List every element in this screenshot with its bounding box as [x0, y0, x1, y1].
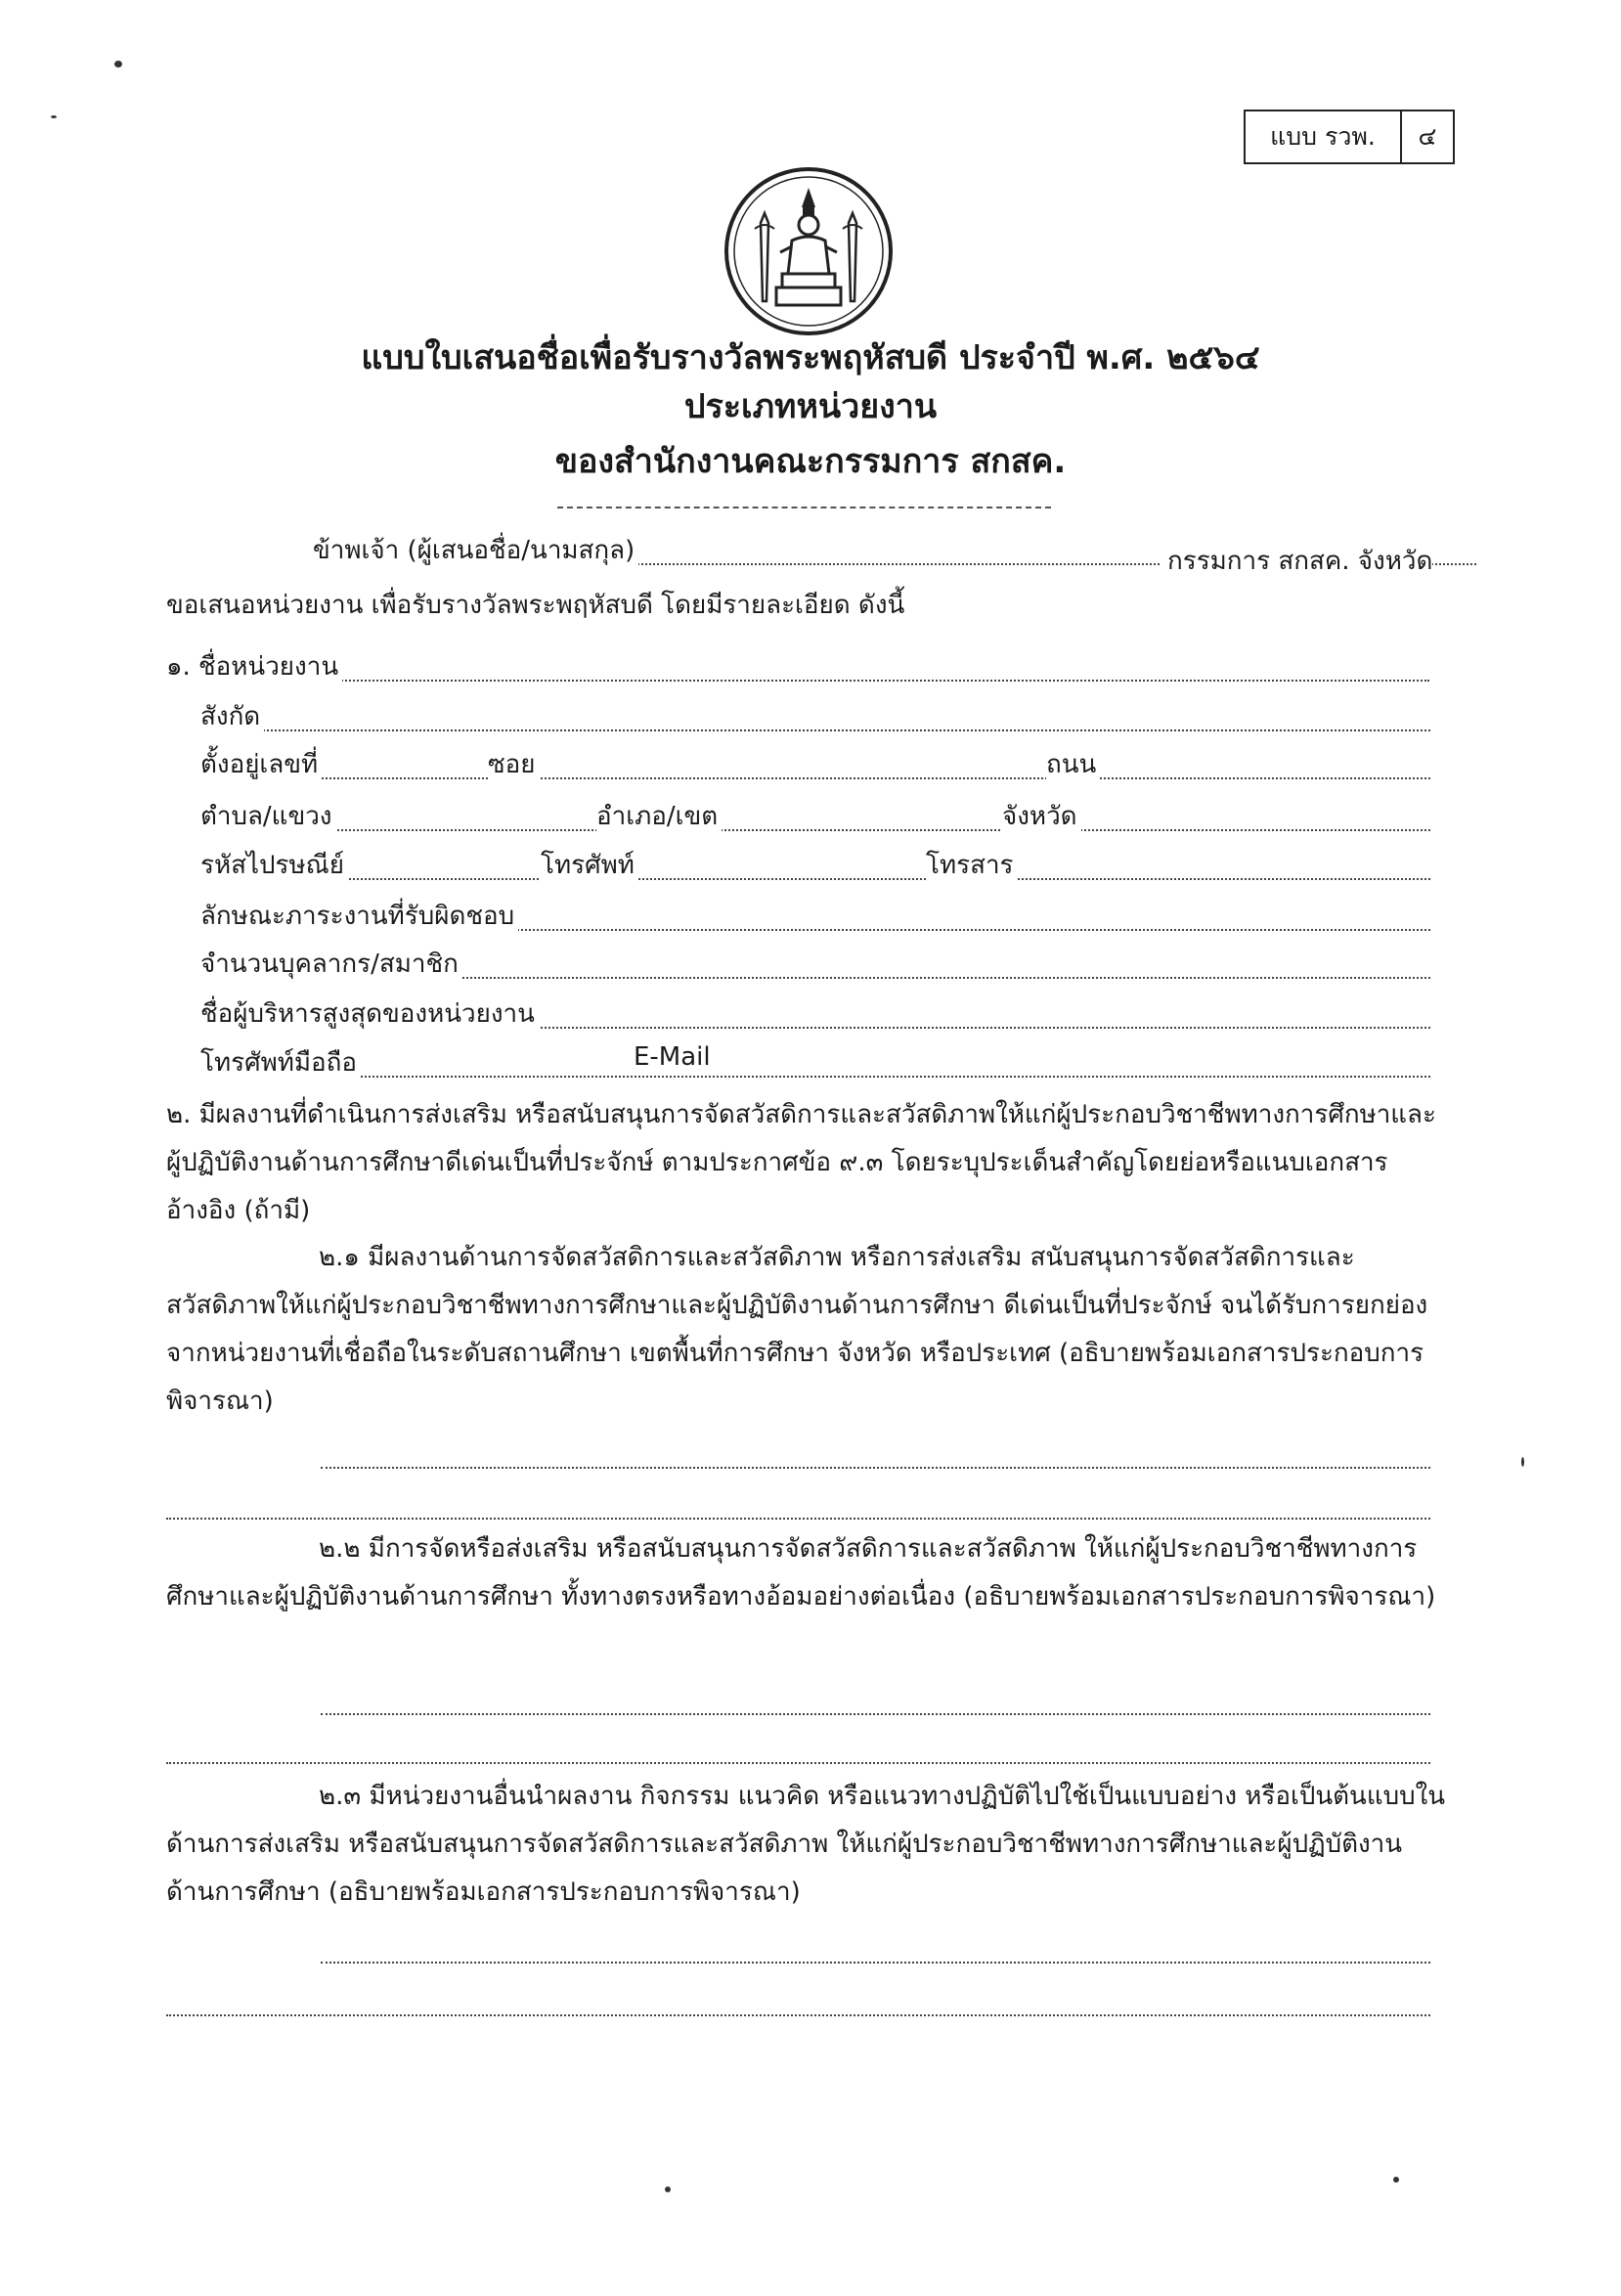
scan-speck	[114, 61, 122, 67]
email-label: E-Mail	[634, 1042, 715, 1072]
scan-speck	[51, 115, 57, 118]
form-code-box	[1244, 110, 1455, 164]
subdistrict-label: ตำบล/แขวง	[200, 796, 336, 836]
section2-item3: ๒.๓ มีหน่วยงานอื่นนำผลงาน กิจกรรม แนวคิด หรือแนวทางปฏิบัติไปใช้เป็นแบบอย่าง หรือเป็นต้นแบบในด้านการส่งเสริม หรือสนับสนุนการจัดสวัสดิการและสวัสดิภาพ ให้แก่ผู้ประกอบวิชาชีพทางการศึกษาและผู้ปฏิบัติงานด้านการศึกษา (อธิบายพร้อมเอกสารประกอบการพิจารณา)	[166, 1782, 1446, 1907]
duties-label: ลักษณะภาระงานที่รับผิดชอบ	[200, 896, 518, 936]
document-subtitle-type: ประเภทหน่วยงาน	[683, 387, 938, 426]
form-code-label: แบบ รวพ.	[1246, 111, 1402, 162]
section2-item1: ๒.๑ มีผลงานด้านการจัดสวัสดิการและสวัสดิภาพ หรือการส่งเสริม สนับสนุนการจัดสวัสดิการและสวัสดิภาพให้แก่ผู้ประกอบวิชาชีพทางการศึกษาและผู้ปฏิบัติงานด้านการศึกษา ดีเด่นเป็นที่ประจักษ์ จนได้รับการยกย่อง จากหน่วยงานที่เชื่อถือในระดับสถานศึกษา เขตพื้นที่การศึกษา จังหวัด หรือประเทศ (อธิบายพร้อมเอกสารประกอบการพิจารณา)	[166, 1243, 1428, 1416]
scan-speck	[665, 2186, 671, 2192]
affiliation-field[interactable]	[200, 702, 1430, 731]
affiliation-label: สังกัด	[200, 696, 264, 736]
address-no-label: ตั้งอยู่เลขที่	[200, 744, 322, 784]
form-code-number: ๔	[1418, 122, 1437, 151]
intro-statement: ขอเสนอหน่วยงาน เพื่อรับรางวัลพระพฤหัสบดี โดยมีรายละเอียด ดังนี้	[166, 591, 905, 620]
item2-answer-line2[interactable]	[166, 1762, 1430, 1764]
contact-row[interactable]	[200, 851, 1430, 880]
staff-count-label: จำนวนบุคลากร/สมาชิก	[200, 944, 462, 984]
duties-field[interactable]	[200, 902, 1430, 931]
mobile-label: โทรศัพท์มือถือ	[200, 1042, 361, 1082]
unit-name-field[interactable]	[166, 652, 1429, 682]
royal-seal-icon	[722, 164, 896, 338]
item2-answer-line1[interactable]	[321, 1713, 1430, 1715]
address-row[interactable]	[200, 750, 1430, 779]
fax-label: โทรสาร	[926, 845, 1018, 885]
staff-count-field[interactable]	[200, 949, 1430, 979]
executive-field[interactable]	[200, 999, 1430, 1029]
province-label: จังหวัด	[1002, 796, 1081, 836]
nominator-committee-label: กรรมการ สกสค. จังหวัด	[1161, 541, 1432, 581]
scan-speck	[1393, 2177, 1399, 2183]
unit-name-label: ๑. ชื่อหน่วยงาน	[166, 646, 342, 686]
item1-answer-line1[interactable]	[321, 1467, 1430, 1469]
item3-answer-line1[interactable]	[321, 1962, 1430, 1964]
title-divider	[557, 507, 1051, 508]
nominator-name-label: ข้าพเจ้า (ผู้เสนอชื่อ/นามสกุล)	[313, 530, 638, 570]
section2-item2: ๒.๒ มีการจัดหรือส่งเสริม หรือสนับสนุนการจัดสวัสดิการและสวัสดิภาพ ให้แก่ผู้ประกอบวิชาชีพทางการศึกษาและผู้ปฏิบัติงานด้านการศึกษา ทั้งทางตรงหรือทางอ้อมอย่างต่อเนื่อง (อธิบายพร้อมเอกสารประกอบการพิจารณา)	[166, 1534, 1436, 1612]
road-label: ถนน	[1046, 744, 1100, 784]
postcode-label: รหัสไปรษณีย์	[200, 845, 348, 885]
executive-label: ชื่อผู้บริหารสูงสุดของหน่วยงาน	[200, 993, 539, 1034]
item1-answer-line2[interactable]	[166, 1518, 1430, 1520]
district-label: อำเภอ/เขต	[596, 796, 722, 836]
soi-label: ซอย	[488, 744, 540, 784]
section2-intro: ๒. มีผลงานที่ดำเนินการส่งเสริม หรือสนับสนุนการจัดสวัสดิการและสวัสดิภาพให้แก่ผู้ประกอบวิชาชีพทางการศึกษาและผู้ปฏิบัติงานด้านการศึกษาดีเด่นเป็นที่ประจักษ์ ตามประกาศข้อ ๙.๓ โดยระบุประเด็นสำคัญโดยย่อหรือแนบเอกสารอ้างอิง (ถ้ามี)	[166, 1100, 1436, 1225]
item3-answer-line2[interactable]	[166, 2014, 1430, 2016]
phone-label: โทรศัพท์	[541, 845, 638, 885]
scan-speck	[1521, 1457, 1524, 1467]
document-title: แบบใบเสนอชื่อเพื่อรับรางวัลพระพฤหัสบดี ประจำปี พ.ศ. ๒๕๖๔	[361, 338, 1260, 377]
mobile-email-row[interactable]	[200, 1042, 1430, 1078]
location-row[interactable]	[200, 802, 1430, 831]
document-subtitle-office: ของสำนักงานคณะกรรมการ สกสค.	[554, 442, 1067, 481]
